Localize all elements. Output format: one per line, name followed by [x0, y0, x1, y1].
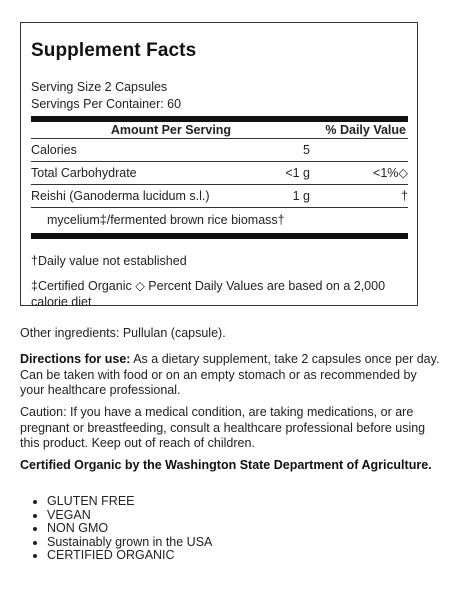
thick-divider-bottom	[31, 233, 408, 239]
amount-per-serving-header: Amount Per Serving	[110, 123, 232, 137]
table-row	[31, 185, 408, 208]
panel-title: Supplement Facts	[31, 40, 197, 61]
table-header	[31, 122, 408, 139]
nutrient-amount: 1 g	[292, 189, 310, 203]
footnote-dagger: †Daily value not established	[31, 254, 187, 268]
other-ingredients: Other ingredients: Pullulan (capsule).	[20, 326, 226, 340]
nutrient-name: Calories	[31, 143, 77, 157]
directions	[20, 352, 440, 399]
footnote-organic: ‡Certified Organic ◇ Percent Daily Values are based on a 2,000 calorie diet	[31, 279, 386, 309]
nutrient-name: Reishi (Ganoderma lucidum s.l.)	[31, 189, 210, 203]
supplement-facts-panel	[20, 22, 418, 309]
list-item: • GLUTEN FREE	[47, 495, 440, 509]
servings-per-container: Servings Per Container: 60	[31, 97, 182, 111]
directions-text: As a dietary supplement, take 2 capsules once per day. Can be taken with food or on an empty stomach or as recommended by your healthcare professional.	[20, 352, 440, 397]
nutrient-dv: <1%◇	[373, 166, 408, 180]
sub-ingredient-row: mycelium‡/fermented brown rice biomass†	[47, 213, 285, 227]
nutrient-amount: <1 g	[285, 166, 310, 180]
nutrient-dv: †	[401, 189, 408, 203]
nutrient-dv	[310, 139, 408, 161]
list-item: • Sustainably grown in the USA	[47, 536, 440, 550]
daily-value-header: % Daily Value	[325, 123, 406, 137]
certified-by: Certified Organic by the Washington State Department of Agriculture.	[20, 458, 432, 472]
nutrient-name: Total Carbohydrate	[31, 166, 137, 180]
table-row	[31, 162, 408, 185]
list-item: • CERTIFIED ORGANIC	[47, 549, 440, 563]
nutrient-amount: 5	[303, 143, 310, 157]
features-list	[20, 495, 440, 563]
list-item: • VEGAN	[47, 509, 440, 523]
list-item: • NON GMO	[47, 522, 440, 536]
serving-size: Serving Size 2 Capsules	[31, 80, 168, 94]
caution: Caution: If you have a medical condition, are taking medications, or are pregnant or breastfeeding, consult a healthcare professional before using this product. Keep out of reach of children.	[20, 405, 426, 450]
features-list-wrapper	[20, 495, 440, 563]
table-row	[31, 139, 408, 162]
directions-label: Directions for use:	[20, 352, 131, 366]
